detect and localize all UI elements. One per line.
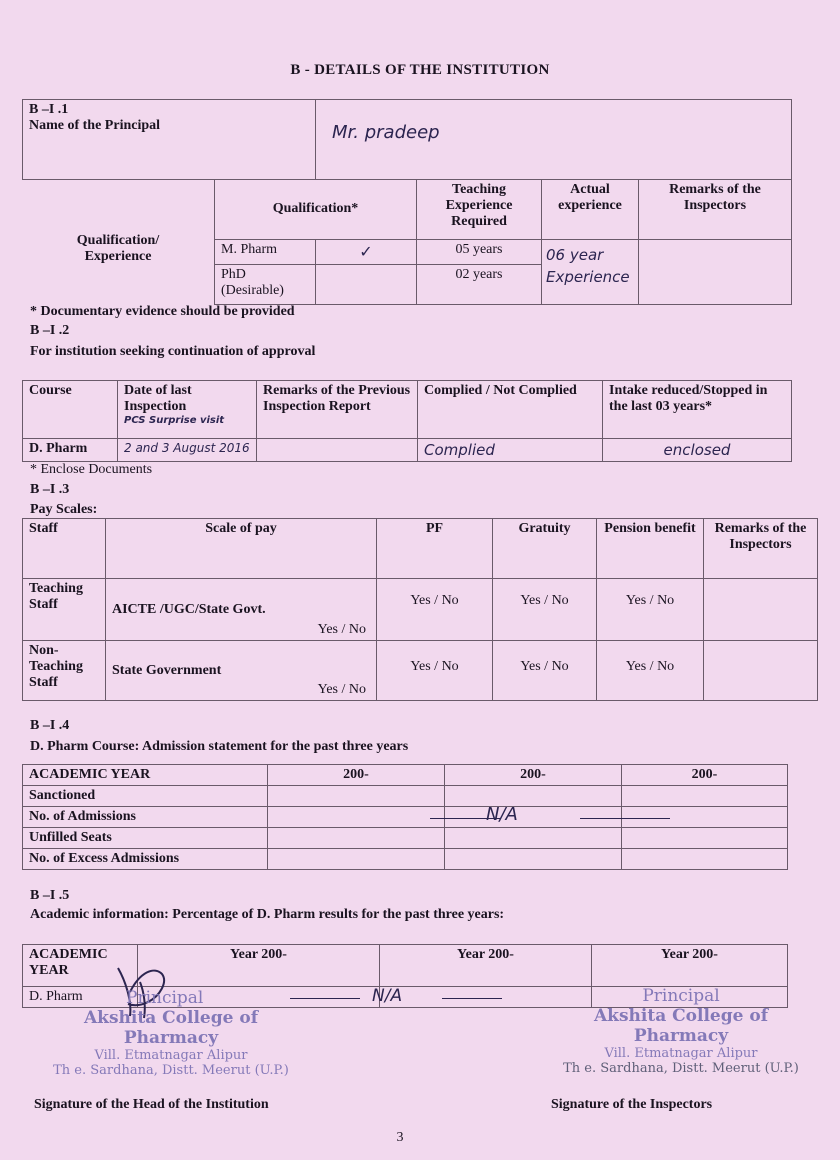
qualification-table bbox=[22, 179, 792, 305]
results-na: N/A bbox=[372, 986, 403, 1006]
col-remarks: Remarks of the Previous Inspection Report bbox=[257, 381, 418, 439]
intake-value: enclosed bbox=[603, 439, 792, 462]
results-year-3: Year 200- bbox=[592, 945, 788, 987]
principal-table bbox=[22, 99, 792, 180]
gratuity-nonteaching: Yes / No bbox=[493, 641, 597, 701]
b13-code: B –I .3 bbox=[30, 482, 70, 497]
page-title: B - DETAILS OF THE INSTITUTION bbox=[290, 62, 550, 78]
col-staff: Staff bbox=[23, 519, 106, 579]
remarks-teaching bbox=[704, 579, 818, 641]
pension-nonteaching: Yes / No bbox=[597, 641, 704, 701]
qual-exp-label: Qualification/ Experience bbox=[22, 180, 215, 305]
scale-nonteaching: State Government Yes / No bbox=[106, 641, 377, 701]
col-pf: PF bbox=[377, 519, 493, 579]
b11-footnote: * Documentary evidence should be provided bbox=[30, 304, 295, 319]
degree-mpharm: M. Pharm bbox=[215, 240, 316, 265]
inspection-note: PCS Surprise visit bbox=[124, 415, 225, 426]
col-gratuity: Gratuity bbox=[493, 519, 597, 579]
col-course: Course bbox=[23, 381, 118, 439]
col-complied: Complied / Not Complied bbox=[418, 381, 603, 439]
admission-na: N/A bbox=[486, 804, 518, 825]
b15-heading: Academic information: Percentage of D. Pharm results for the past three years: bbox=[30, 907, 505, 922]
b13-heading: Pay Scales: bbox=[30, 502, 98, 517]
admission-year-label: ACADEMIC YEAR bbox=[23, 765, 268, 786]
admission-table bbox=[22, 764, 788, 870]
complied-value: Complied bbox=[418, 439, 603, 462]
tick-mark: ✓ bbox=[316, 240, 417, 265]
principal-label: Name of the Principal bbox=[29, 118, 161, 133]
required-mpharm: 05 years bbox=[417, 240, 542, 265]
admission-year-1: 200- bbox=[268, 765, 445, 786]
pf-nonteaching: Yes / No bbox=[377, 641, 493, 701]
results-year-2: Year 200- bbox=[380, 945, 592, 987]
stamp-left: Principal Akshita College of Pharmacy Vill. Etmatnagar Alipur Th e. Sardhana, Distt. Meerut (U.P.) bbox=[53, 988, 289, 1078]
scale-teaching: AICTE /UGC/State Govt. Yes / No bbox=[106, 579, 377, 641]
admission-year-2: 200- bbox=[445, 765, 622, 786]
row-excess: No. of Excess Admissions bbox=[23, 849, 268, 870]
col-date: Date of last Inspection PCS Surprise visit bbox=[118, 381, 257, 439]
col-inspector-remarks: Remarks of the Inspectors bbox=[704, 519, 818, 579]
scale-nonteaching-yn: Yes / No bbox=[317, 682, 366, 697]
col-intake: Intake reduced/Stopped in the last 03 years* bbox=[603, 381, 792, 439]
gratuity-teaching: Yes / No bbox=[493, 579, 597, 641]
remarks-value bbox=[257, 439, 418, 462]
row-sanctioned: Sanctioned bbox=[23, 786, 268, 807]
signature-head-label: Signature of the Head of the Institution bbox=[34, 1097, 269, 1112]
section-code: B –I .1 bbox=[29, 102, 69, 117]
col-pension: Pension benefit bbox=[597, 519, 704, 579]
remarks-nonteaching bbox=[704, 641, 818, 701]
na-stroke-right bbox=[580, 818, 670, 819]
actual-exp-cell bbox=[542, 240, 639, 305]
results-year-label: ACADEMIC YEAR bbox=[23, 945, 138, 987]
qualification-header: Qualification* bbox=[215, 180, 417, 240]
results-year-1: Year 200- bbox=[138, 945, 380, 987]
principal-value-cell bbox=[316, 100, 792, 180]
admission-year-3: 200- bbox=[622, 765, 788, 786]
actual-exp-value: 06 year Experience bbox=[546, 246, 630, 286]
continuation-table bbox=[22, 380, 792, 462]
teaching-exp-header: Teaching Experience Required bbox=[417, 180, 542, 240]
scale-teaching-yn: Yes / No bbox=[317, 622, 366, 637]
b12-code: B –I .2 bbox=[30, 323, 70, 338]
page-number: 3 bbox=[396, 1130, 404, 1145]
principal-name: Mr. pradeep bbox=[332, 122, 440, 143]
stamp-right: Principal Akshita College of Pharmacy Vill. Etmatnagar Alipur Th e. Sardhana, Distt. Meerut (U.P.) bbox=[563, 986, 799, 1076]
row-admissions: No. of Admissions bbox=[23, 807, 268, 828]
degree-phd: PhD (Desirable) bbox=[215, 265, 316, 305]
pay-scales-table bbox=[22, 518, 818, 701]
b14-heading: D. Pharm Course: Admission statement for the past three years bbox=[30, 739, 409, 754]
remarks-cell bbox=[639, 240, 792, 305]
b14-code: B –I .4 bbox=[30, 718, 70, 733]
b12-footnote: * Enclose Documents bbox=[30, 462, 153, 477]
b12-heading: For institution seeking continuation of approval bbox=[30, 344, 316, 359]
signature-inspectors-label: Signature of the Inspectors bbox=[551, 1097, 713, 1112]
principal-label-cell bbox=[23, 100, 316, 180]
pf-teaching: Yes / No bbox=[377, 579, 493, 641]
results-na-stroke-right bbox=[442, 998, 502, 999]
date-value: 2 and 3 August 2016 bbox=[118, 439, 257, 462]
actual-exp-header: Actual experience bbox=[542, 180, 639, 240]
results-row-dpharm: D. Pharm bbox=[23, 987, 138, 1008]
staff-nonteaching: Non-Teaching Staff bbox=[23, 641, 106, 701]
staff-teaching: Teaching Staff bbox=[23, 579, 106, 641]
row-unfilled: Unfilled Seats bbox=[23, 828, 268, 849]
required-phd: 02 years bbox=[417, 265, 542, 305]
pension-teaching: Yes / No bbox=[597, 579, 704, 641]
remarks-header: Remarks of the Inspectors bbox=[639, 180, 792, 240]
col-scale: Scale of pay bbox=[106, 519, 377, 579]
course-value: D. Pharm bbox=[23, 439, 118, 462]
tick-empty bbox=[316, 265, 417, 305]
b15-code: B –I .5 bbox=[30, 888, 70, 903]
